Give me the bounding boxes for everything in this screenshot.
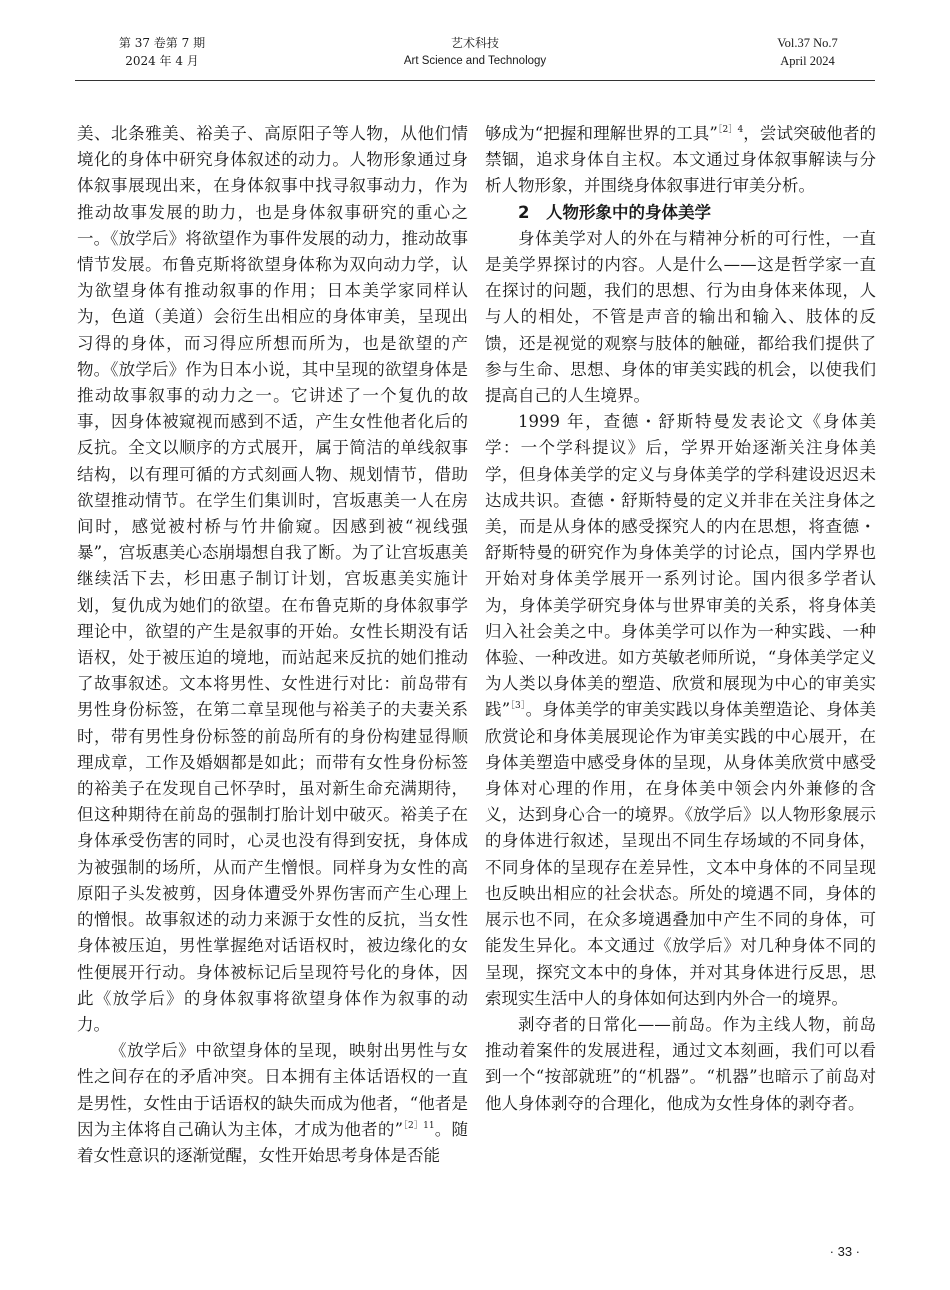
paragraph [485,409,876,1012]
header-rule [75,80,875,81]
paragraph-text: 。身体美学的审美实践以身体美塑造论、身体美欣赏论和身体美展现论作为审美实践的中心展开，在身体美塑造中感受身体的呈现，从身体美欣赏中感受身体对心理的作用，在身体美中领会内外兼修的含义，达到身心合一的境界。《放学后》以人物形象展示的身体进行叙述，呈现出不同生存场域的不同身体，不同身体的呈现存在差异性，文本中身体的不同呈现也反映出相应的社会状态。所处的境遇不同，身体的展示也不同，在众多境遇叠加中产生不同的身体，可能发生异化。本文通过《放学后》对几种身体不同的呈现，探究文本中的身体，并对其身体进行反思，思索现实生活中人的身体如何达到内外合一的境界。 [485,700,877,1008]
citation: ［3］ [510,701,526,712]
paragraph: 美、北条雅美、裕美子、高原阳子等人物，从他们情境化的身体中研究身体叙述的动力。人物形象通过身体叙事展现出来，在身体叙事中找寻叙事动力，作为推动故事发展的助力，也是身体叙事研究的重心之一。《放学后》将欲望作为事件发展的动力，推动故事情节发展。布鲁克斯将欲望身体称为双向动力学，认为欲望身体有推动叙事的作用；日本美学家同样认为，色道（美道）会衍生出相应的身体审美，呈现出习得的身体，而习得应所想而所为，也是欲望的产物。《放学后》作为日本小说，其中呈现的欲望身体是推动故事叙事的动力之一。它讲述了一个复仇的故事，因身体被窥视而感到不适，产生女性他者化后的反抗。全文以顺序的方式展开，属于简洁的单线叙事结构，以有理可循的方式刻画人物、规划情节，借助欲望推动情节。在学生们集训时，宫坂惠美一人在房间时，感觉被村桥与竹井偷窥。因感到被“视线强暴”，宫坂惠美心态崩塌想自我了断。为了让宫坂惠美继续活下去，杉田惠子制订计划，宫坂惠美实施计划，复仇成为她们的欲望。在布鲁克斯的身体叙事学理论中，欲望的产生是叙事的开始。女性长期没有话语权，处于被压迫的境地，而站起来反抗的她们推动了故事叙述。文本将男性、女性进行对比：前岛带有男性身份标签，在第二章呈现他与裕美子的夫妻关系时，带有男性身份标签的前岛所有的身份构建显得顺理成章，工作及婚姻都是如此；而带有女性身份标签的裕美子在发现自己怀孕时，虽对新生命充满期待，但这种期待在前岛的强制打胎计划中破灭。裕美子在身体承受伤害的同时，心灵也没有得到安抚，身体成为被强制的场所，从而产生憎恨。同样身为女性的高原阳子头发被剪，因身体遭受外界伤害而产生心理上的憎恨。故事叙述的动力来源于女性的反抗，当女性身体被压迫，男性掌握绝对话语权时，被边缘化的女性便展开行动。身体被标记后呈现符号化的身体，因此《放学后》的身体叙事将欲望身体作为叙事的动力。 [77,124,468,1034]
journal-title-cn: 艺术科技 [450,36,499,50]
header-right [755,34,860,70]
header-left [117,34,207,70]
date-en: April 2024 [780,54,835,68]
page-number: · 33 · [829,1244,860,1259]
volume-issue: 第 37 卷第 7 期 [118,36,206,50]
journal-title-en: Art Science and Technology [403,55,547,67]
volume-en: Vol.37 No.7 [777,36,838,50]
date-cn: 2024 年 4 月 [125,54,199,68]
paragraph-text: 够成为“把握和理解世界的工具” [485,124,718,143]
section-heading: 2 人物形象中的身体美学 [518,202,711,222]
citation: ［2］11 [403,1120,435,1131]
paragraph: 剥夺者的日常化——前岛。作为主线人物，前岛推动着案件的发展进程，通过文本刻画，我们可以看到一个“按部就班”的“机器”。“机器”也暗示了前岛对他人身体剥夺的合理化，他成为女性身体的剥夺者。 [485,1014,876,1113]
header-center [375,34,575,70]
paragraph [485,121,876,200]
left-column [77,121,468,1169]
right-column [485,121,876,1117]
paragraph-text: 《放学后》中欲望身体的呈现，映射出男性与女性之间存在的矛盾冲突。日本拥有主体话语权的一直是男性，女性由于话语权的缺失而成为他者，“他者是因为主体将自己确认为主体，才成为他者的” [77,1041,468,1139]
running-header [75,34,875,78]
paragraph-text: ，尝试突破他者的禁锢，追求身体自主权。本文通过身体叙事解读与分析人物形象，并围绕身体叙事进行审美分析。 [485,124,877,196]
paragraph-text: 1999 年，查德・舒斯特曼发表论文《身体美学：一个学科提议》后，学界开始逐渐关注身体美学，但身体美学的定义与身体美学的学科建设迟迟未达成共识。查德・舒斯特曼的定义并非在关注身体之美，而是从身体的感受探究人的内在思想，将查德・舒斯特曼的研究作为身体美学的讨论点，国内学界也开始对身体美学展开一系列讨论。国内很多学者认为，身体美学研究身体与世界审美的关系，将身体美归入社会美之中。身体美学可以作为一种实践、一种体验、一种改进。如方英敏老师所说，“身体美学定义为人类以身体美的塑造、欣赏和展现为中心的审美实践” [485,412,876,720]
paragraph: 身体美学对人的外在与精神分析的可行性，一直是美学界探讨的内容。人是什么——这是哲学家一直在探讨的问题，我们的思想、行为由身体来体现，人与人的相处，不管是声音的输出和输入、肢体的反馈，还是视觉的观察与肢体的触碰，都给我们提供了参与生命、思想、身体的审美实践的机会，以使我们提高自己的人生境界。 [485,228,876,406]
paragraph [77,1038,468,1169]
paragraph-text: 。随着女性意识的逐渐觉醒，女性开始思考身体是否能 [77,1119,469,1165]
citation: ［2］4 [717,125,744,135]
